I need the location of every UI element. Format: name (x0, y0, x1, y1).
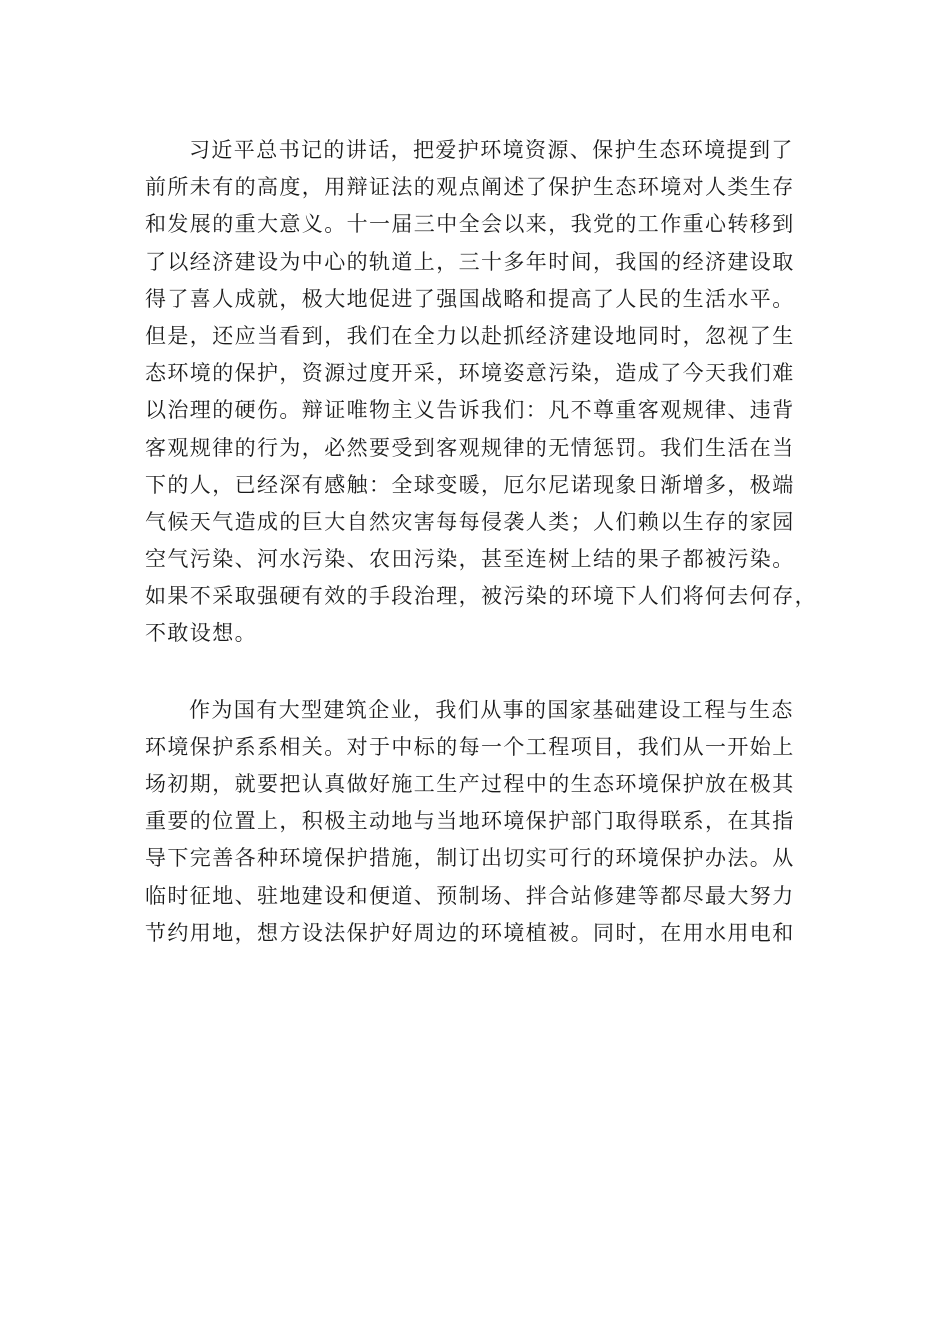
text-line: 场初期，就要把认真做好施工生产过程中的生态环境保护放在极其 (145, 772, 795, 796)
text-line: 习近平总书记的讲话，把爱护环境资源、保护生态环境提到了 (189, 138, 794, 162)
paragraph-1 (145, 132, 817, 653)
text-line: 前所未有的高度，用辩证法的观点阐述了保护生态环境对人类生存 (145, 175, 795, 200)
paragraph-spacer (145, 653, 805, 692)
text-line: 但是，还应当看到，我们在全力以赴抓经济建设地同时，忽视了生 (145, 323, 795, 348)
text-line: 作为国有大型建筑企业，我们从事的国家基础建设工程与生态 (189, 697, 794, 722)
text-line: 重要的位置上，积极主动地与当地环境保护部门取得联系，在其指 (145, 809, 795, 834)
text-line: 气候天气造成的巨大自然灾害每每侵袭人类；人们赖以生存的家园 (145, 509, 795, 534)
text-line: 以治理的硬伤。辩证唯物主义告诉我们：凡不尊重客观规律、违背 (145, 398, 795, 423)
text-line: 下的人，已经深有感触：全球变暖，厄尔尼诺现象日渐增多，极端 (145, 472, 795, 497)
text-line: 得了喜人成就，极大地促进了强国战略和提高了人民的生活水平。 (145, 286, 795, 311)
text-line: 环境保护系系相关。对于中标的每一个工程项目，我们从一开始上 (145, 734, 795, 759)
text-line: 临时征地、驻地建设和便道、预制场、拌合站修建等都尽最大努力 (145, 883, 795, 908)
text-line: 导下完善各种环境保护措施，制订出切实可行的环境保护办法。从 (145, 846, 795, 871)
text-line: 如果不采取强硬有效的手段治理，被污染的环境下人们将何去何存， (145, 584, 817, 609)
text-line: 和发展的重大意义。十一届三中全会以来，我党的工作重心转移到 (145, 212, 795, 237)
document-body (145, 132, 817, 952)
text-line: 不敢设想。 (145, 621, 257, 646)
text-line: 态环境的保护，资源过度开采，环境姿意污染，造成了今天我们难 (145, 361, 795, 386)
text-line: 客观规律的行为，必然要受到客观规律的无情惩罚。我们生活在当 (145, 435, 795, 460)
text-line: 节约用地，想方设法保护好周边的环境植被。同时，在用水用电和 (145, 920, 795, 945)
text-line: 空气污染、河水污染、农田污染，甚至连树上结的果子都被污染。 (145, 547, 795, 572)
paragraph-2 (145, 692, 805, 952)
text-line: 了以经济建设为中心的轨道上，三十多年时间，我国的经济建设取 (145, 249, 795, 274)
